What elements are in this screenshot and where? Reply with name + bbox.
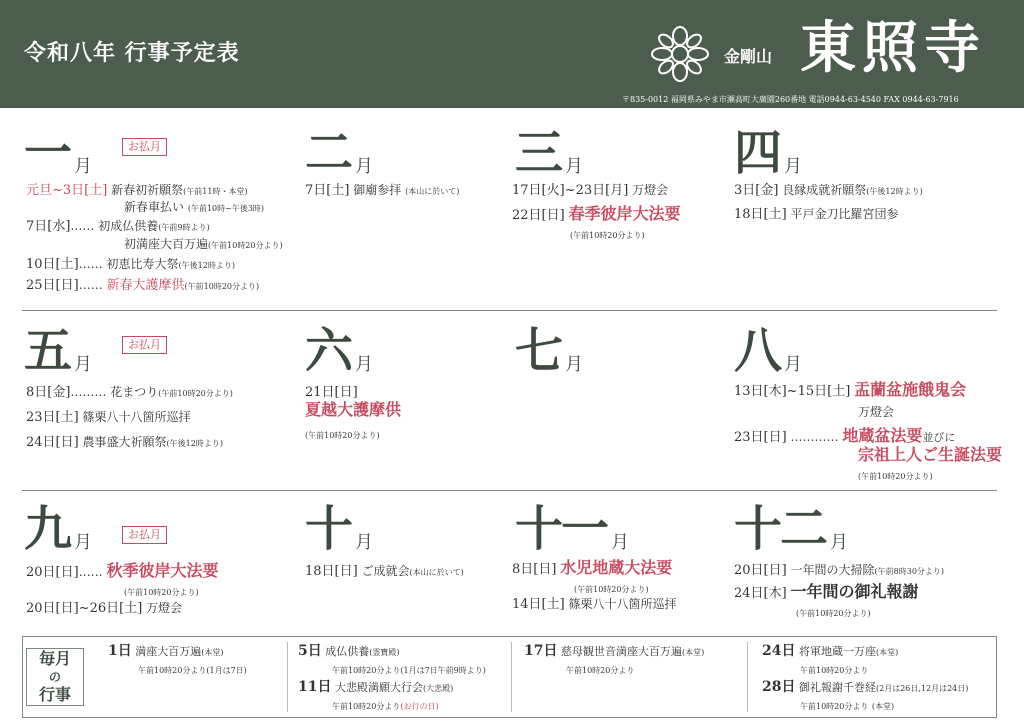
header-banner [0, 0, 1024, 108]
event-jan-5: 10日[土]…… 初恵比寿大祭(午後12時より) [26, 257, 235, 272]
event-jan-6: 25日[日]…… 新春大護摩供(午前10時20分より) [26, 278, 260, 293]
month-august [734, 323, 803, 379]
month-suffix: 月 [74, 354, 93, 375]
month-december [734, 501, 849, 557]
event-aug-2-note: (午前10時20分より) [858, 472, 933, 481]
event-aug-1-sub: 万燈会 [858, 405, 895, 419]
month-june [305, 323, 374, 379]
month-september [24, 501, 161, 557]
event-jan-4: 初満座大百万遍(午前10時20分より) [124, 237, 283, 251]
wisteria-crest-icon [645, 26, 715, 82]
month-april [734, 125, 803, 181]
monthly-event-5: 5日 成仏供養(霊寶殿) [298, 643, 400, 659]
event-jun-1-name: 夏越大護摩供 [305, 400, 402, 419]
month-march [515, 125, 584, 181]
purification-month-badge: お払月 [122, 336, 167, 354]
event-sep-1: 20日[日]…… 秋季彼岸大法要 [26, 561, 219, 580]
month-suffix: 月 [355, 532, 374, 553]
column-divider [287, 642, 288, 712]
event-sep-2: 20日[日]~26日[土] 万燈会 [26, 601, 183, 616]
temple-name: 東照寺 [800, 15, 986, 81]
event-jan-1: 元旦~3日[土] 新春初祈願祭(午前11時・本堂) [26, 183, 248, 198]
monthly-event-24: 24日 将軍地蔵一万座(本堂) [762, 643, 899, 659]
event-mar-1: 17日[火]~23日[月] 万燈会 [512, 183, 669, 198]
month-suffix: 月 [355, 354, 374, 375]
column-divider [747, 642, 748, 712]
month-suffix: 月 [74, 156, 93, 177]
event-dec-2: 24日[木] 一年間の御礼報謝 [734, 582, 919, 601]
month-name: 二 [305, 125, 352, 181]
monthly-event-11-time: 午前10時20分より(お行の日) [332, 702, 439, 711]
event-apr-1: 3日[金] 良縁成就祈願祭(午後12時より) [734, 183, 923, 198]
event-feb-1: 7日[土] 御廟参拝 (本山に於いて) [305, 183, 460, 198]
month-name: 四 [734, 125, 781, 181]
monthly-event-11: 11日 大悲殿満願大行会(大悲殿) [298, 679, 454, 695]
monthly-event-17-time: 午前10時20分より [566, 666, 635, 675]
month-suffix: 月 [355, 156, 374, 177]
event-mar-2-note: (午前10時20分より) [570, 231, 645, 240]
event-may-2: 23日[土] 篠栗八十八箇所巡拝 [26, 410, 191, 425]
monthly-event-24-time: 午前10時20分より [800, 666, 869, 675]
document-title: 令和八年 行事予定表 [24, 40, 240, 66]
month-july [515, 323, 584, 379]
monthly-event-17: 17日 慈母観世音満座大百万遍(本堂) [524, 643, 705, 659]
monthly-event-1: 1日 満座大百万遍(本堂) [108, 643, 224, 659]
row-divider [22, 310, 997, 311]
event-jan-2: 新春車払い (午前10時~午後3時) [124, 200, 265, 214]
event-jun-1-note: (午前10時20分より) [305, 431, 380, 440]
month-name: 十二 [734, 501, 827, 557]
temple-address: 〒835-0012 福岡県みやま市瀬高町大廣園260番地 電話0944-63-4540 FAX 0944-63-7916 [622, 95, 959, 104]
month-name: 三 [515, 125, 562, 181]
event-may-3: 24日[日] 農事盛大祈願祭(午後12時より) [26, 435, 223, 450]
event-may-1: 8日[金]……… 花まつり(午前10時20分より) [26, 385, 233, 400]
column-divider [511, 642, 512, 712]
event-aug-1: 13日[木]~15日[土] 盂蘭盆施餓鬼会 [734, 380, 967, 399]
month-january [24, 125, 161, 181]
month-suffix: 月 [565, 354, 584, 375]
month-suffix: 月 [784, 156, 803, 177]
month-name: 十 [305, 501, 352, 557]
event-aug-2: 23日[日] ………… 地蔵盆法要並びに [734, 426, 956, 445]
month-name: 五 [24, 323, 71, 379]
event-jun-1: 21日[日] [305, 385, 358, 400]
month-november [515, 501, 630, 557]
month-suffix: 月 [565, 156, 584, 177]
event-aug-2-sub: 宗祖上人ご生誕法要 [858, 445, 1003, 464]
event-dec-2-note: (午前10時20分より) [796, 609, 871, 618]
event-nov-1-note: (午前10時20分より) [574, 585, 649, 594]
month-name: 一 [24, 125, 71, 181]
month-suffix: 月 [611, 532, 630, 553]
monthly-event-5-time: 午前10時20分より(1月は7日午前9時より) [332, 666, 486, 675]
month-name: 七 [515, 323, 562, 379]
month-name: 六 [305, 323, 352, 379]
month-name: 八 [734, 323, 781, 379]
event-apr-2: 18日[土] 平戸金刀比羅宮団参 [734, 207, 899, 222]
purification-month-badge: お払月 [122, 526, 167, 544]
event-dec-1: 20日[日] 一年間の大掃除(午前8時30分より) [734, 563, 945, 578]
mountain-name: 金剛山 [724, 47, 773, 66]
purification-month-badge: お払月 [122, 138, 167, 156]
month-suffix: 月 [74, 532, 93, 553]
monthly-event-1-time: 午前10時20分より(1月は7日) [138, 666, 247, 675]
monthly-event-28: 28日 御礼報謝千巻経(2月は26日,12月は24日) [762, 679, 969, 695]
event-nov-1: 8日[日] 水児地蔵大法要 [512, 558, 673, 577]
event-oct-1: 18日[日] ご成就会(本山に於いて) [305, 564, 464, 579]
monthly-events-label: 毎月 の 行事 [26, 648, 84, 706]
month-name: 九 [24, 501, 71, 557]
event-jan-3: 7日[水]…… 初成仏供養(午前9時より) [26, 219, 210, 234]
month-name: 十一 [515, 501, 608, 557]
row-divider [22, 490, 997, 491]
month-suffix: 月 [830, 532, 849, 553]
event-sep-1-note: (午前10時20分より) [124, 588, 199, 597]
month-october [305, 501, 374, 557]
event-nov-2: 14日[土] 篠栗八十八箇所巡拝 [512, 597, 677, 612]
month-may [24, 323, 161, 379]
monthly-event-28-time: 午前10時20分より (本堂) [800, 702, 895, 711]
month-february [305, 125, 374, 181]
month-suffix: 月 [784, 354, 803, 375]
event-mar-2: 22日[日] 春季彼岸大法要 [512, 204, 681, 223]
